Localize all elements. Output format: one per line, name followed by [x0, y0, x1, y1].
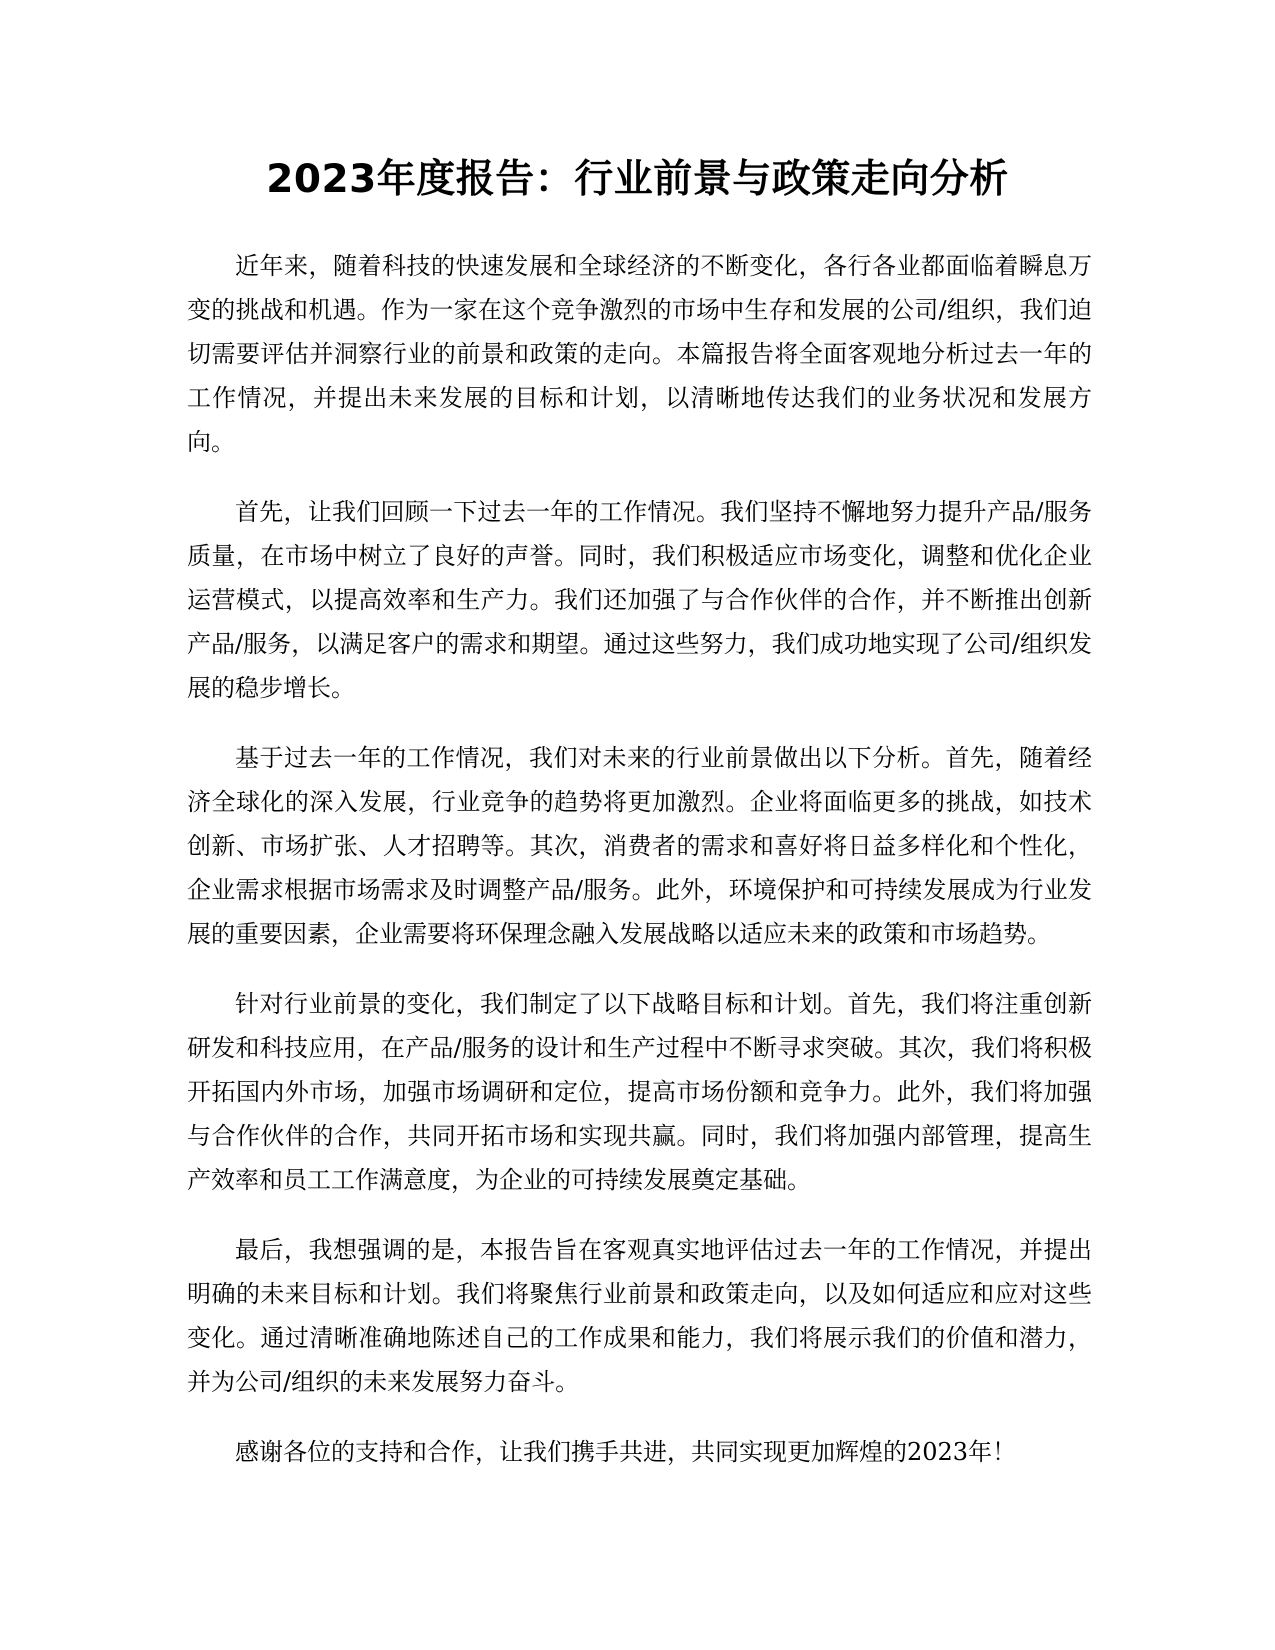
- paragraph-intro: 近年来，随着科技的快速发展和全球经济的不断变化，各行各业都面临着瞬息万变的挑战和机遇。作为一家在这个竞争激烈的市场中生存和发展的公司/组织，我们迫切需要评估并洞察行业的前景和政策的走向。本篇报告将全面客观地分析过去一年的工作情况，并提出未来发展的目标和计划，以清晰地传达我们的业务状况和发展方向。: [187, 252, 1092, 456]
- paragraph-outlook: 基于过去一年的工作情况，我们对未来的行业前景做出以下分析。首先，随着经济全球化的深入发展，行业竞争的趋势将更加激烈。企业将面临更多的挑战，如技术创新、市场扩张、人才招聘等。其次，消费者的需求和喜好将日益多样化和个性化，企业需求根据市场需求及时调整产品/服务。此外，环境保护和可持续发展成为行业发展的重要因素，企业需要将环保理念融入发展战略以适应未来的政策和市场趋势。: [187, 744, 1092, 948]
- paragraph-strategy: 针对行业前景的变化，我们制定了以下战略目标和计划。首先，我们将注重创新研发和科技应用，在产品/服务的设计和生产过程中不断寻求突破。其次，我们将积极开拓国内外市场，加强市场调研和定位，提高市场份额和竞争力。此外，我们将加强与合作伙伴的合作，共同开拓市场和实现共赢。同时，我们将加强内部管理，提高生产效率和员工工作满意度，为企业的可持续发展奠定基础。: [187, 990, 1092, 1194]
- document-title: 2023年度报告：行业前景与政策走向分析: [266, 157, 1009, 202]
- paragraph-conclusion: 最后，我想强调的是，本报告旨在客观真实地评估过去一年的工作情况，并提出明确的未来目标和计划。我们将聚焦行业前景和政策走向，以及如何适应和应对这些变化。通过清晰准确地陈述自己的工作成果和能力，我们将展示我们的价值和潜力，并为公司/组织的未来发展努力奋斗。: [187, 1236, 1092, 1396]
- paragraph-review: 首先，让我们回顾一下过去一年的工作情况。我们坚持不懈地努力提升产品/服务质量，在市场中树立了良好的声誉。同时，我们积极适应市场变化，调整和优化企业运营模式，以提高效率和生产力。我们还加强了与合作伙伴的合作，并不断推出创新产品/服务，以满足客户的需求和期望。通过这些努力，我们成功地实现了公司/组织发展的稳步增长。: [187, 498, 1092, 702]
- document-body: [187, 244, 1092, 1500]
- paragraph-thanks: 感谢各位的支持和合作，让我们携手共进，共同实现更加辉煌的2023年！: [235, 1438, 1017, 1466]
